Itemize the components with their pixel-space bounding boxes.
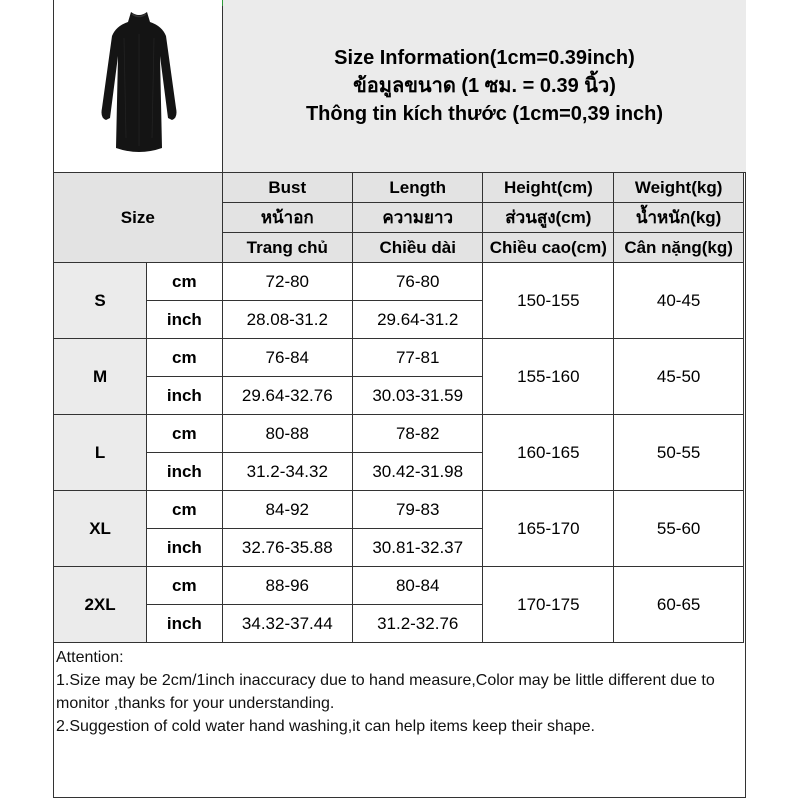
header-length: Length [353, 173, 483, 203]
unit-cm: cm [147, 415, 222, 453]
height-value: 155-160 [483, 339, 614, 415]
size-column-title: Size [54, 173, 223, 263]
length-cm: 80-84 [353, 567, 483, 605]
length-cm: 76-80 [353, 263, 483, 301]
bust-cm: 76-84 [222, 339, 352, 377]
header-bust-vietnamese: Trang chủ [222, 233, 352, 263]
header-height-vietnamese: Chiều cao(cm) [483, 233, 614, 263]
size-label: L [54, 415, 147, 491]
unit-cm: cm [147, 567, 222, 605]
unit-inch: inch [147, 377, 222, 415]
attention-note-2: 2.Suggestion of cold water hand washing,it can help items keep their shape. [56, 718, 595, 735]
info-vietnamese: Thông tin kích thước (1cm=0,39 inch) [305, 103, 664, 125]
unit-cm: cm [147, 491, 222, 529]
header-row-english [54, 173, 744, 203]
bust-inch: 31.2-34.32 [222, 453, 352, 491]
header-weight-thai: น้ำหนัก(kg) [614, 203, 744, 233]
unit-cm: cm [147, 263, 222, 301]
table-row [54, 263, 744, 301]
size-label: S [54, 263, 147, 339]
header-weight-vietnamese: Cân nặng(kg) [614, 233, 744, 263]
length-cm: 79-83 [353, 491, 483, 529]
length-inch: 30.03-31.59 [353, 377, 483, 415]
bust-cm: 80-88 [222, 415, 352, 453]
unit-inch: inch [147, 605, 222, 643]
size-information-panel [223, 0, 746, 172]
length-inch: 31.2-32.76 [353, 605, 483, 643]
weight-value: 45-50 [614, 339, 744, 415]
table-row [54, 339, 744, 377]
header-bust-thai: หน้าอก [222, 203, 352, 233]
size-label: XL [54, 491, 147, 567]
size-table [53, 172, 744, 643]
header-row [54, 0, 746, 173]
unit-inch: inch [147, 453, 222, 491]
unit-cm: cm [147, 339, 222, 377]
bust-inch: 34.32-37.44 [222, 605, 352, 643]
header-length-vietnamese: Chiều dài [353, 233, 483, 263]
length-inch: 30.42-31.98 [353, 453, 483, 491]
dress-image [84, 8, 194, 164]
length-inch: 30.81-32.37 [353, 529, 483, 567]
weight-value: 40-45 [614, 263, 744, 339]
weight-value: 55-60 [614, 491, 744, 567]
info-thai: ข้อมูลขนาด (1 ซม. = 0.39 นิ้ว) [353, 75, 616, 97]
length-cm: 77-81 [353, 339, 483, 377]
weight-value: 60-65 [614, 567, 744, 643]
bust-inch: 32.76-35.88 [222, 529, 352, 567]
bust-inch: 28.08-31.2 [222, 301, 352, 339]
attention-note-1: 1.Size may be 2cm/1inch inaccuracy due to hand measure,Color may be little different due to monitor ,thanks for your understanding. [56, 672, 715, 712]
table-row [54, 415, 744, 453]
length-cm: 78-82 [353, 415, 483, 453]
header-weight: Weight(kg) [614, 173, 744, 203]
weight-value: 50-55 [614, 415, 744, 491]
height-value: 150-155 [483, 263, 614, 339]
attention-title: Attention: [56, 649, 124, 666]
bust-cm: 84-92 [222, 491, 352, 529]
header-length-thai: ความยาว [353, 203, 483, 233]
header-height: Height(cm) [483, 173, 614, 203]
size-label: 2XL [54, 567, 147, 643]
length-inch: 29.64-31.2 [353, 301, 483, 339]
product-photo [54, 0, 223, 172]
bust-inch: 29.64-32.76 [222, 377, 352, 415]
size-chart [53, 0, 746, 798]
height-value: 160-165 [483, 415, 614, 491]
bust-cm: 72-80 [222, 263, 352, 301]
header-bust: Bust [222, 173, 352, 203]
height-value: 170-175 [483, 567, 614, 643]
attention-notes [56, 646, 744, 738]
height-value: 165-170 [483, 491, 614, 567]
table-row [54, 567, 744, 605]
unit-inch: inch [147, 529, 222, 567]
table-row [54, 491, 744, 529]
size-label: M [54, 339, 147, 415]
info-english: Size Information(1cm=0.39inch) [334, 47, 635, 69]
header-height-thai: ส่วนสูง(cm) [483, 203, 614, 233]
bust-cm: 88-96 [222, 567, 352, 605]
unit-inch: inch [147, 301, 222, 339]
